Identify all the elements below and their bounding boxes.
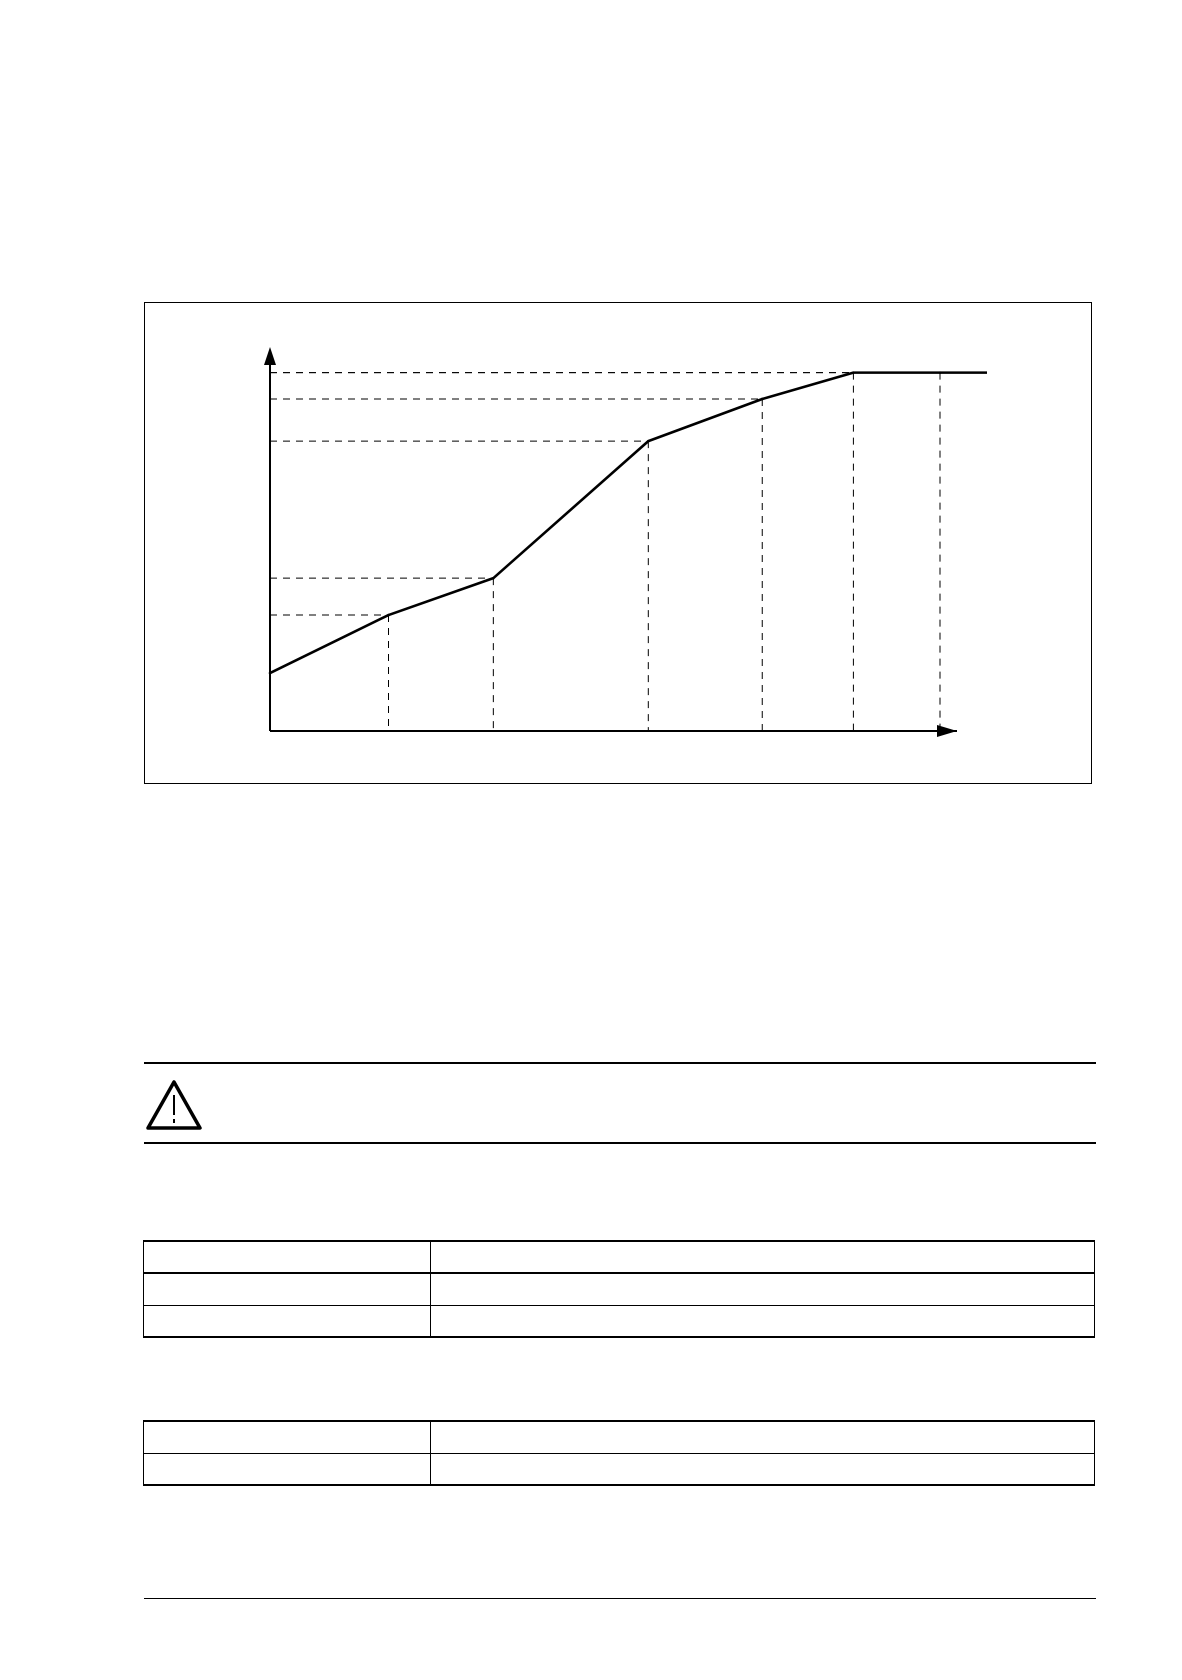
table-cell <box>431 1421 1095 1453</box>
table-cell <box>431 1453 1095 1485</box>
table-cell <box>144 1273 431 1305</box>
data-point <box>761 398 764 401</box>
warning-triangle-icon <box>144 1078 204 1132</box>
table-cell <box>431 1305 1095 1337</box>
data-point <box>852 371 855 374</box>
x-axis-arrowhead <box>937 725 957 737</box>
table-cell <box>144 1421 431 1453</box>
table-cell <box>144 1453 431 1485</box>
parameter-table-2 <box>143 1420 1095 1486</box>
footer-rule <box>144 1598 1096 1599</box>
parameter-table-1 <box>143 1240 1095 1338</box>
warning-box <box>144 1062 1096 1144</box>
piecewise-line-chart <box>145 303 1093 785</box>
table-row <box>144 1453 1095 1485</box>
data-point <box>387 614 390 617</box>
table-row <box>144 1421 1095 1453</box>
series-line <box>270 373 987 673</box>
table-cell <box>144 1305 431 1337</box>
table-row <box>144 1305 1095 1337</box>
data-point <box>647 440 650 443</box>
table-cell <box>431 1241 1095 1273</box>
figure-frame <box>144 302 1092 784</box>
table-row <box>144 1241 1095 1273</box>
data-point <box>269 672 272 675</box>
data-point <box>939 371 942 374</box>
y-axis-arrowhead <box>264 347 276 365</box>
table-cell <box>431 1273 1095 1305</box>
data-point <box>492 577 495 580</box>
table-row <box>144 1273 1095 1305</box>
table-cell <box>144 1241 431 1273</box>
